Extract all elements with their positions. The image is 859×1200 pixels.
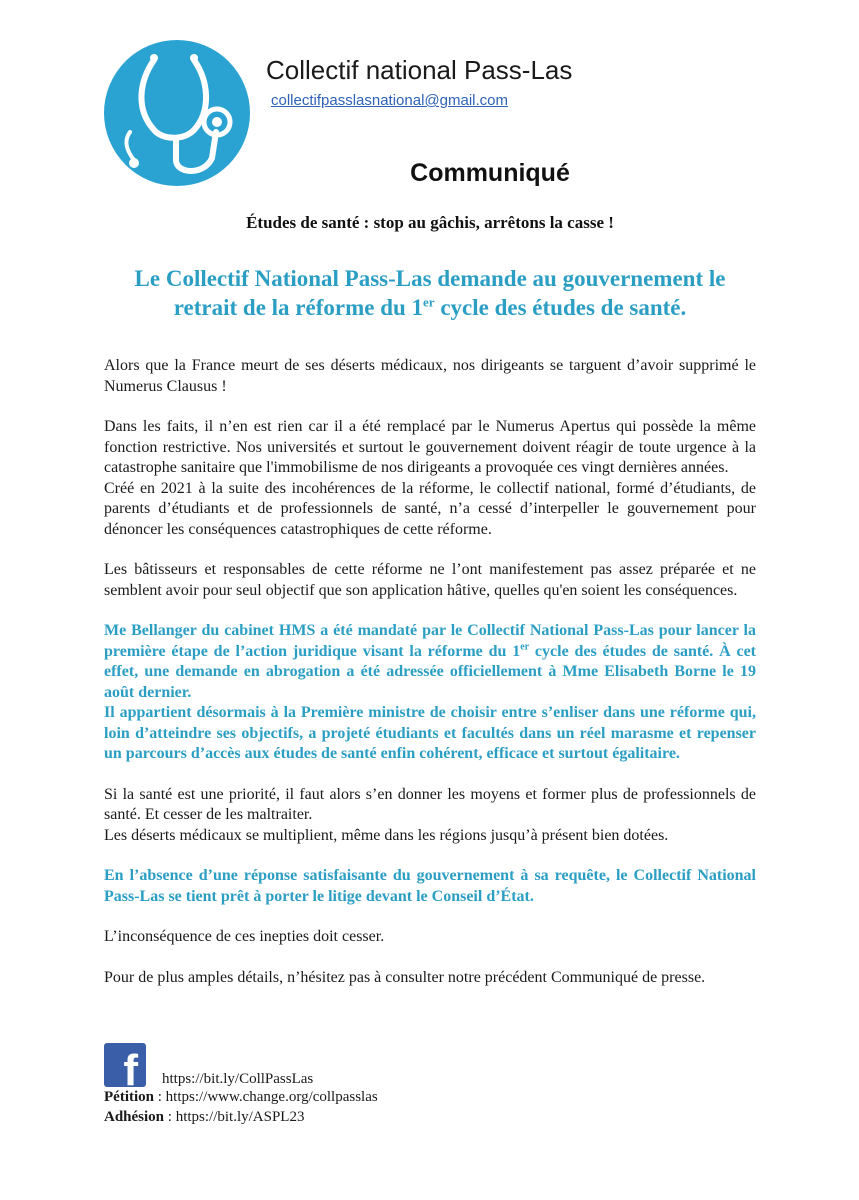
adhesion-label: Adhésion: [104, 1109, 165, 1125]
paragraph-collective-creation: Créé en 2021 à la suite des incohérences de la réforme, le collectif national, formé d’étudiants, de parents d’étudiants et de professionnels de santé, n’a cessé d’interpeller le gouvernement pour dénoncer les conséquences catastrophiques de cette réforme.: [104, 479, 756, 538]
paragraph-medical-deserts: Les déserts médicaux se multiplient, même dans les régions jusqu’à présent bien dotées.: [104, 826, 669, 844]
headline-text-end: cycle des études de santé.: [434, 295, 687, 320]
paragraph-intro: Alors que la France meurt de ses déserts médicaux, nos dirigeants se targuent d’avoir supprimé le Numerus Clausus !: [104, 357, 756, 395]
facebook-link[interactable]: https://bit.ly/CollPassLas: [162, 1071, 314, 1087]
paragraph-prime-minister-choice: Il appartient désormais à la Première ministre de choisir entre s’enliser dans une réforme qui, loin d’atteindre ses objectifs, a projeté étudiants et facultés dans un réel marasme et repenser un parcours d’accès aux études de santé enfin cohérent, efficace et surtout égalitaire.: [104, 704, 756, 762]
legal-action-superscript: er: [520, 641, 530, 653]
paragraph-health-priority: Si la santé est une priorité, il faut alors s’en donner les moyens et former plus de professionnels de santé. Et cesser de les maltraiter.: [104, 785, 756, 823]
paragraph-legal-action: [104, 621, 756, 703]
petition-link[interactable]: : https://www.change.org/collpasslas: [154, 1089, 378, 1105]
paragraph-reform-builders: Les bâtisseurs et responsables de cette réforme ne l’ont manifestement pas assez préparée et ne semblent avoir pour seul objectif que son application hâtive, quelles qu'en soient les conséquences.: [104, 561, 756, 599]
petition-line: [104, 1089, 378, 1106]
headline-text-start: Le Collectif National Pass-Las demande au gouvernement le retrait de la réforme du 1: [134, 266, 726, 320]
paragraph-must-stop: L’inconséquence de ces inepties doit cesser.: [104, 928, 385, 945]
headline-superscript: er: [423, 294, 435, 310]
body-content: [104, 356, 756, 1008]
paragraph-more-details: Pour de plus amples détails, n’hésitez pas à consulter notre précédent Communiqué de presse.: [104, 968, 706, 986]
organization-name: Collectif national Pass-Las: [266, 55, 573, 85]
legal-action-text-end: cycle des études de santé. À cet effet, une demande en abrogation a été adressée officiellement à Mme Elisabeth Borne le 19 août dernier.: [104, 642, 757, 701]
legal-action-text-start: Me Bellanger du cabinet HMS a été mandaté par le Collectif National Pass-Las pour lancer la première étape de l’action juridique visant la réforme du 1: [104, 622, 756, 660]
paragraph-council-of-state: En l’absence d’une réponse satisfaisante du gouvernement à sa requête, le Collectif National Pass-Las se tient prêt à porter le litige devant le Conseil d’État.: [104, 867, 756, 905]
document-subtitle: Études de santé : stop au gâchis, arrêtons la casse !: [246, 213, 614, 232]
facebook-glyph: f: [123, 1046, 138, 1087]
adhesion-link[interactable]: : https://bit.ly/ASPL23: [164, 1109, 305, 1125]
facebook-icon[interactable]: [104, 1043, 146, 1087]
document-type-heading: Communiqué: [410, 159, 570, 187]
petition-label: Pétition: [104, 1089, 154, 1105]
paragraph-numerus-apertus: Dans les faits, il n’en est rien car il a été remplacé par le Numerus Apertus qui possède la même fonction restrictive. Nos universités et surtout le gouvernement doivent réagir de toute urgence à la catastrophe sanitaire que l'immobilisme de nos dirigeants a provoquée ces vingt dernières années.: [104, 418, 756, 476]
adhesion-line: [104, 1109, 304, 1126]
contact-email-link[interactable]: collectifpasslasnational@gmail.com: [271, 92, 508, 109]
headline: [104, 264, 756, 322]
